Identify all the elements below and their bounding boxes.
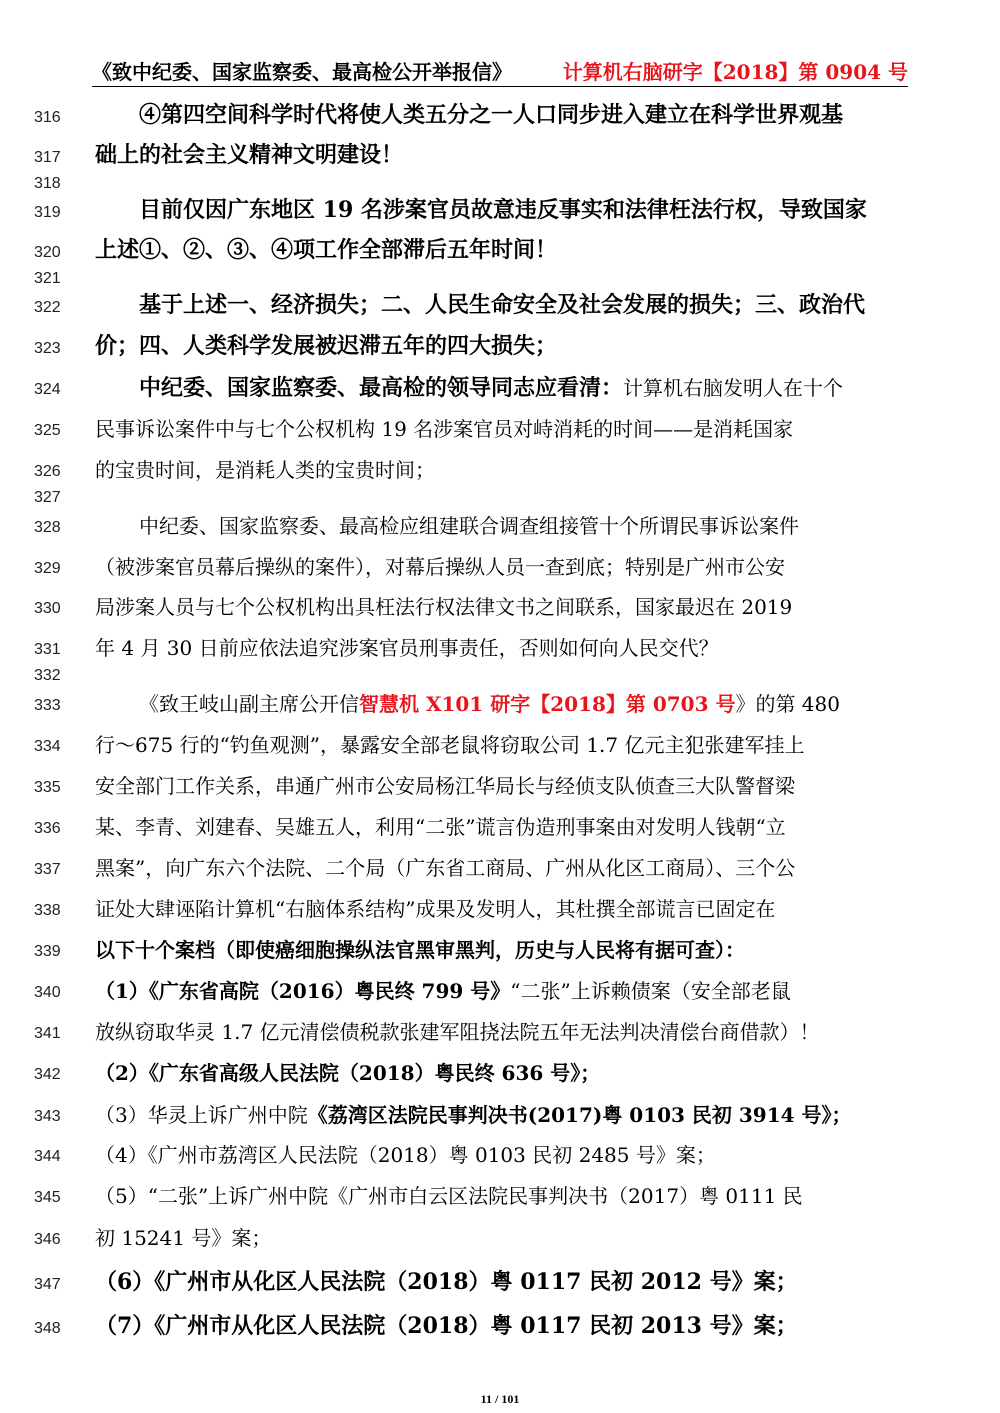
text-line: 中纪委、国家监察委、最高检应组建联合调查组接管十个所谓民事诉讼案件 <box>139 514 799 538</box>
line-text: 》的第 480 <box>735 692 840 716</box>
text-line: 目前仅因广东地区 19 名涉案官员故意违反事实和法律枉法行权，导致国家 <box>139 197 867 223</box>
text-line: 年 4 月 30 日前应依法追究涉案官员刑事责任，否则如何向人民交代？ <box>95 636 719 660</box>
text-line: 放纵窃取华灵 1.7 亿元清偿债税款张建军阻挠法院五年无法判决清偿台商借款）！ <box>95 1020 820 1044</box>
line-number: 335 <box>34 779 61 796</box>
text-line: 安全部门工作关系，串通广州市公安局杨江华局长与经侦支队侦查三大队警督梁 <box>95 774 795 798</box>
text-line: 价；四、人类科学发展被迟滞五年的四大损失； <box>95 333 558 359</box>
text-line: （6）《广州市从化区人民法院（2018）粤 0117 民初 2012 号》案； <box>95 1269 798 1295</box>
line-number: 348 <box>34 1320 61 1337</box>
text-line: 民事诉讼案件中与七个公权机构 19 名涉案官员对峙消耗的时间——是消耗国家 <box>95 417 794 441</box>
line-number: 346 <box>34 1231 61 1248</box>
line-number: 323 <box>34 340 61 357</box>
line-number: 337 <box>34 861 61 878</box>
text-line: 的宝贵时间，是消耗人类的宝贵时间； <box>95 458 435 482</box>
line-text: 计算机右脑发明人在十个 <box>623 376 844 400</box>
bold-reference-text: 《荔湾区法院民事判决书(2017)粤 0103 民初 3914 号》； <box>307 1103 852 1127</box>
line-number: 331 <box>34 641 61 658</box>
line-text: （3）华灵上诉广州中院 <box>95 1103 308 1127</box>
text-line <box>95 1102 915 1128</box>
line-number: 340 <box>34 984 61 1001</box>
line-number: 347 <box>34 1276 61 1293</box>
line-number: 345 <box>34 1189 61 1206</box>
header-title: 《致中纪委、国家监察委、最高检公开举报信》 <box>92 60 512 84</box>
line-number: 324 <box>34 381 61 398</box>
line-number: 332 <box>34 667 61 684</box>
line-number: 341 <box>34 1025 61 1042</box>
text-line: 基于上述一、经济损失；二、人民生命安全及社会发展的损失；三、政治代 <box>139 292 866 318</box>
line-number: 336 <box>34 820 61 837</box>
line-number: 327 <box>34 489 61 506</box>
line-number: 339 <box>34 943 61 960</box>
text-line: 行～675 行的“钓鱼观测”，暴露安全部老鼠将窃取公司 1.7 亿元主犯张建军挂上 <box>95 733 805 757</box>
text-line: 黑案”，向广东六个法院、二个局（广东省工商局、广州从化区工商局）、三个公 <box>95 856 796 880</box>
bold-lead-text: 中纪委、国家监察委、最高检的领导同志应看清： <box>139 375 624 401</box>
text-line <box>139 375 959 401</box>
text-line <box>139 691 959 717</box>
line-number: 344 <box>34 1148 61 1165</box>
line-number: 342 <box>34 1066 61 1083</box>
line-number: 326 <box>34 463 61 480</box>
line-number: 343 <box>34 1108 61 1125</box>
text-line: 上述①、②、③、④项工作全部滞后五年时间！ <box>95 237 558 263</box>
line-number: 316 <box>34 109 61 126</box>
text-line: （被涉案官员幕后操纵的案件），对幕后操纵人员一查到底；特别是广州市公安 <box>95 555 785 579</box>
line-number: 320 <box>34 244 61 261</box>
text-line: 局涉案人员与七个公权机构出具枉法行权法律文书之间联系，国家最迟在 2019 <box>95 595 793 619</box>
line-number: 329 <box>34 560 61 577</box>
text-line <box>95 978 915 1004</box>
text-line: （4）《广州市荔湾区人民法院（2018）粤 0103 民初 2485 号》案； <box>95 1143 716 1167</box>
text-line: 某、李青、刘建春、吴雄五人，利用“二张”谎言伪造刑事案由对发明人钱朝“立 <box>95 815 786 839</box>
text-line: （5）“二张”上诉广州中院《广州市白云区法院民事判决书（2017）粤 0111 民 <box>95 1184 803 1208</box>
line-number: 322 <box>34 299 61 316</box>
text-line: 证处大肆诬陷计算机“右脑体系结构”成果及发明人，其杜撰全部谎言已固定在 <box>95 897 776 921</box>
bold-lead-text: （1）《广东省高院（2016）粤民终 799 号》 <box>95 979 511 1003</box>
line-text: 《致王岐山副主席公开信 <box>139 692 359 716</box>
header-document-number: 计算机右脑研字【2018】第 0904 号 <box>562 60 908 84</box>
text-line: 初 15241 号》案； <box>95 1226 272 1250</box>
line-number: 318 <box>34 175 61 192</box>
line-number: 321 <box>34 270 61 287</box>
text-line: ④第四空间科学时代将使人类五分之一人口同步进入建立在科学世界观基 <box>139 102 844 128</box>
page-header <box>92 52 908 87</box>
document-reference-red: 智慧机 X101 研字【2018】第 0703 号 <box>359 692 736 716</box>
text-line: （7）《广州市从化区人民法院（2018）粤 0117 民初 2013 号》案； <box>95 1313 798 1339</box>
line-number: 338 <box>34 902 61 919</box>
line-number: 325 <box>34 422 61 439</box>
line-text: “二张”上诉赖债案（安全部老鼠 <box>510 979 791 1003</box>
line-number: 317 <box>34 149 61 166</box>
text-line: 础上的社会主义精神文明建设！ <box>95 142 404 168</box>
line-number: 334 <box>34 738 61 755</box>
page-number: 11 / 101 <box>480 1392 520 1406</box>
line-number: 319 <box>34 204 61 221</box>
line-number: 328 <box>34 519 61 536</box>
line-number: 330 <box>34 600 61 617</box>
text-line: （2）《广东省高级人民法院（2018）粤民终 636 号》； <box>95 1061 601 1085</box>
text-line: 以下十个案档（即使癌细胞操纵法官黑审黑判，历史与人民将有据可查）： <box>95 938 745 962</box>
line-number: 333 <box>34 697 61 714</box>
